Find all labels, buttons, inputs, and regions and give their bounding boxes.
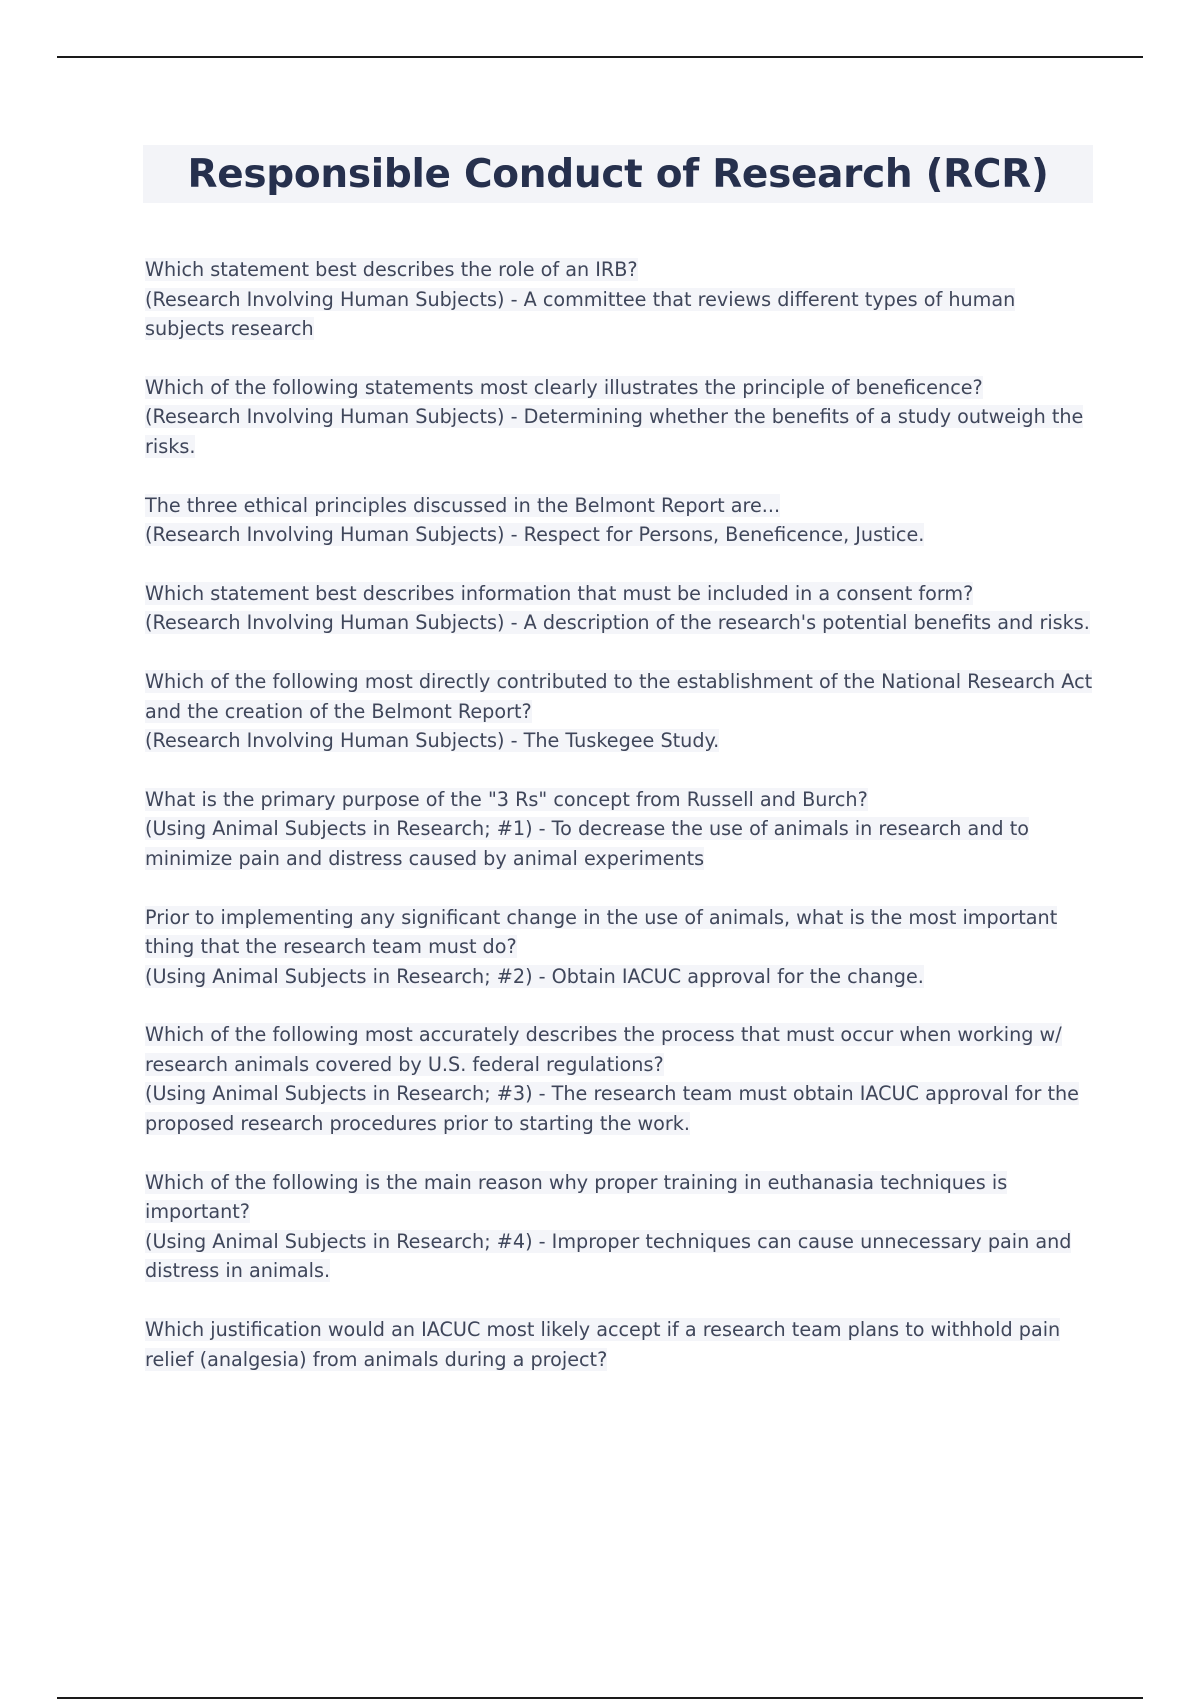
answer-text: (Using Animal Subjects in Research; #2) - Obtain IACUC approval for the change.: [145, 964, 924, 988]
title-band: [143, 145, 1093, 203]
question-text: Which of the following is the main reason why proper training in euthanasia techniques is important?: [145, 1170, 1008, 1224]
question-text: Prior to implementing any significant change in the use of animals, what is the most important thing that the research team must do?: [145, 905, 1058, 959]
qa-item: [145, 1020, 1095, 1138]
qa-item: [145, 579, 1095, 638]
question-text: The three ethical principles discussed in the Belmont Report are...: [145, 493, 781, 517]
answer-text: (Using Animal Subjects in Research; #1) - To decrease the use of animals in research and to minimize pain and distress caused by animal experiments: [145, 817, 1029, 870]
page-title: Responsible Conduct of Research (RCR): [187, 151, 1049, 197]
question-text: Which justification would an IACUC most likely accept if a research team plans to withhold pain relief (analgesia) from animals during a project?: [145, 1318, 1061, 1371]
qa-item: [145, 903, 1095, 992]
qa-item: [145, 785, 1095, 874]
qa-item: [145, 1315, 1095, 1374]
question-text: What is the primary purpose of the "3 Rs" concept from Russell and Burch?: [145, 787, 868, 811]
answer-text: (Research Involving Human Subjects) - The Tuskegee Study.: [145, 729, 720, 753]
qa-list: [145, 255, 1095, 1403]
answer-text: (Using Animal Subjects in Research; #3) - The research team must obtain IACUC approval for the proposed research procedures prior to starting the work.: [145, 1082, 1079, 1136]
question-text: Which of the following most accurately describes the process that must occur when working w/ research animals covered by U.S. federal regulations?: [145, 1023, 1062, 1076]
answer-text: (Research Involving Human Subjects) - A description of the research's potential benefits and risks.: [145, 611, 1090, 635]
answer-text: (Research Involving Human Subjects) - Respect for Persons, Beneficence, Justice.: [145, 523, 925, 547]
qa-item: [145, 373, 1095, 462]
question-text: Which statement best describes the role of an IRB?: [145, 258, 638, 281]
top-rule: [57, 56, 1143, 58]
question-text: Which of the following statements most clearly illustrates the principle of beneficence?: [145, 375, 983, 399]
question-text: Which of the following most directly contributed to the establishment of the National Research Act and the creation of the Belmont Report?: [145, 669, 1093, 723]
qa-item: [145, 255, 1095, 344]
answer-text: (Research Involving Human Subjects) - A committee that reviews different types of human subjects research: [145, 287, 1016, 341]
bottom-rule: [57, 1697, 1143, 1699]
qa-item: [145, 1168, 1095, 1286]
qa-item: [145, 491, 1095, 550]
answer-text: (Using Animal Subjects in Research; #4) - Improper techniques can cause unnecessary pain and distress in animals.: [145, 1229, 1072, 1283]
qa-item: [145, 667, 1095, 756]
answer-text: (Research Involving Human Subjects) - Determining whether the benefits of a study outweigh the risks.: [145, 405, 1084, 458]
question-text: Which statement best describes information that must be included in a consent form?: [145, 581, 974, 605]
